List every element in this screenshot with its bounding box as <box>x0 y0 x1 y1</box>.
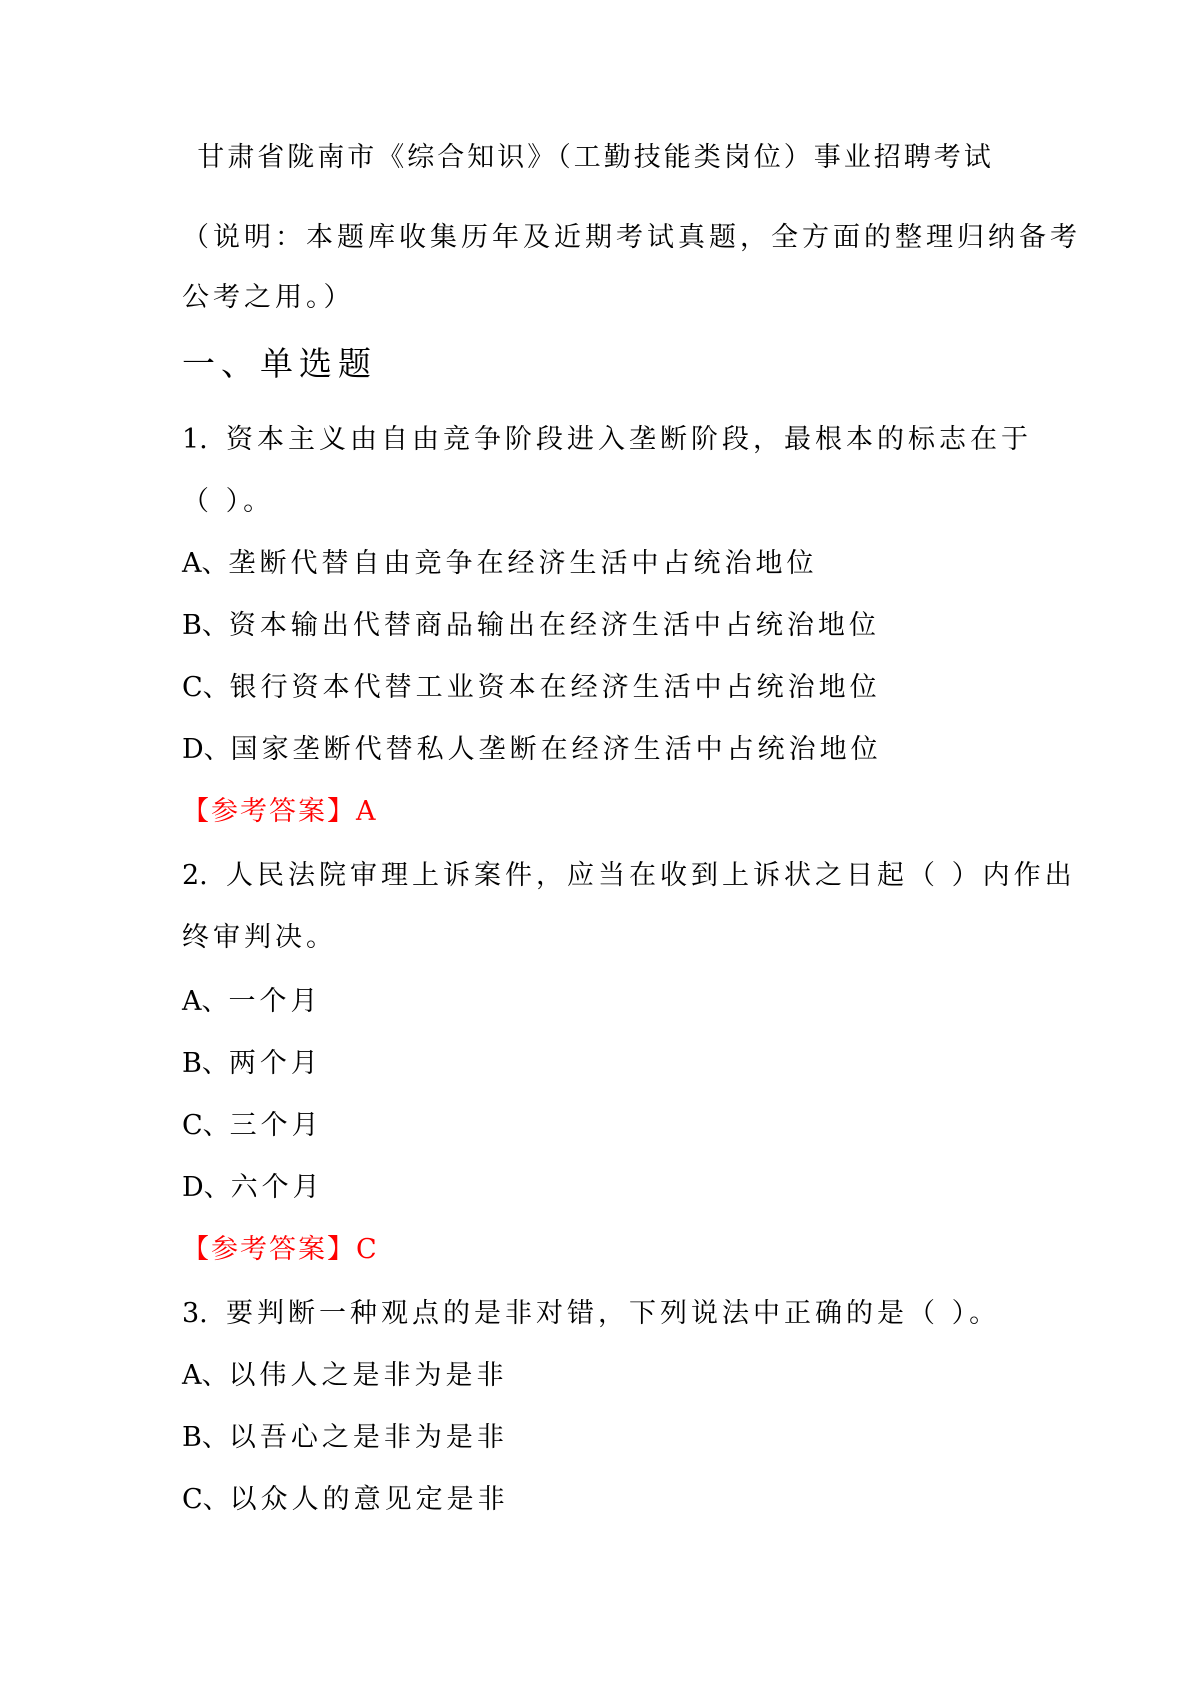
note-line-1: （说明：本题库收集历年及近期考试真题，全方面的整理归纳备考 <box>182 222 1081 253</box>
question-2-answer <box>182 1232 1022 1268</box>
option-letter: C、 <box>182 1484 230 1515</box>
option-text: 以吾心之是非为是非 <box>228 1422 508 1453</box>
question-3-line-1 <box>182 1296 1022 1332</box>
question-1-answer <box>182 794 1022 830</box>
answer-label: 参考答案 <box>211 796 327 827</box>
question-1-option-d <box>182 732 1022 768</box>
question-text: 要判断一种观点的是非对错，下列说法中正确的是（ ）。 <box>226 1298 1001 1329</box>
question-2-option-b <box>182 1046 1022 1082</box>
note-line-2: 公考之用。） <box>182 282 355 313</box>
question-text: 资本主义由自由竞争阶段进入垄断阶段，最根本的标志在于 <box>226 424 1032 455</box>
option-letter: A、 <box>182 1360 229 1391</box>
question-number: 1. <box>182 424 208 455</box>
question-1-line-1 <box>182 422 1032 458</box>
answer-value: C <box>356 1234 377 1265</box>
question-1-option-b <box>182 608 1022 644</box>
question-2-option-d <box>182 1170 1022 1206</box>
option-text: 以众人的意见定是非 <box>229 1484 509 1515</box>
answer-value: A <box>356 796 376 827</box>
option-text: 一个月 <box>228 986 322 1017</box>
question-3-option-a <box>182 1358 1022 1394</box>
answer-close-bracket: 】 <box>327 1234 356 1265</box>
section-heading: 一、单选题 <box>182 344 377 383</box>
question-1-line-2: （ ）。 <box>182 486 275 517</box>
option-text: 以伟人之是非为是非 <box>228 1360 508 1391</box>
answer-open-bracket: 【 <box>182 796 211 827</box>
question-2-option-c <box>182 1108 1022 1144</box>
question-number: 2. <box>182 860 208 891</box>
question-text: 人民法院审理上诉案件，应当在收到上诉状之日起（ ）内作出 <box>226 860 1076 891</box>
option-text: 三个月 <box>229 1110 323 1141</box>
option-letter: B、 <box>182 1048 229 1079</box>
question-1-option-a <box>182 546 1022 582</box>
document-title: 甘肃省陇南市《综合知识》（工勤技能类岗位）事业招聘考试 <box>197 142 994 173</box>
option-text: 六个月 <box>230 1172 324 1203</box>
option-text: 垄断代替自由竞争在经济生活中占统治地位 <box>228 548 818 579</box>
option-text: 银行资本代替工业资本在经济生活中占统治地位 <box>229 672 881 703</box>
question-2-line-1 <box>182 858 1076 894</box>
option-text: 国家垄断代替私人垄断在经济生活中占统治地位 <box>230 734 882 765</box>
answer-open-bracket: 【 <box>182 1234 211 1265</box>
answer-close-bracket: 】 <box>327 796 356 827</box>
option-letter: D、 <box>182 1172 231 1203</box>
question-2-option-a <box>182 984 1022 1020</box>
option-text: 资本输出代替商品输出在经济生活中占统治地位 <box>228 610 880 641</box>
option-letter: A、 <box>182 986 229 1017</box>
question-1-option-c <box>182 670 1022 706</box>
option-letter: A、 <box>182 548 229 579</box>
option-letter: B、 <box>182 610 229 641</box>
option-letter: C、 <box>182 1110 230 1141</box>
question-number: 3. <box>182 1298 208 1329</box>
option-letter: C、 <box>182 672 230 703</box>
answer-label: 参考答案 <box>211 1234 327 1265</box>
question-2-line-2: 终审判决。 <box>182 922 337 953</box>
question-3-option-b <box>182 1420 1022 1456</box>
option-letter: D、 <box>182 734 231 765</box>
option-letter: B、 <box>182 1422 229 1453</box>
question-3-option-c <box>182 1482 1022 1518</box>
option-text: 两个月 <box>228 1048 322 1079</box>
